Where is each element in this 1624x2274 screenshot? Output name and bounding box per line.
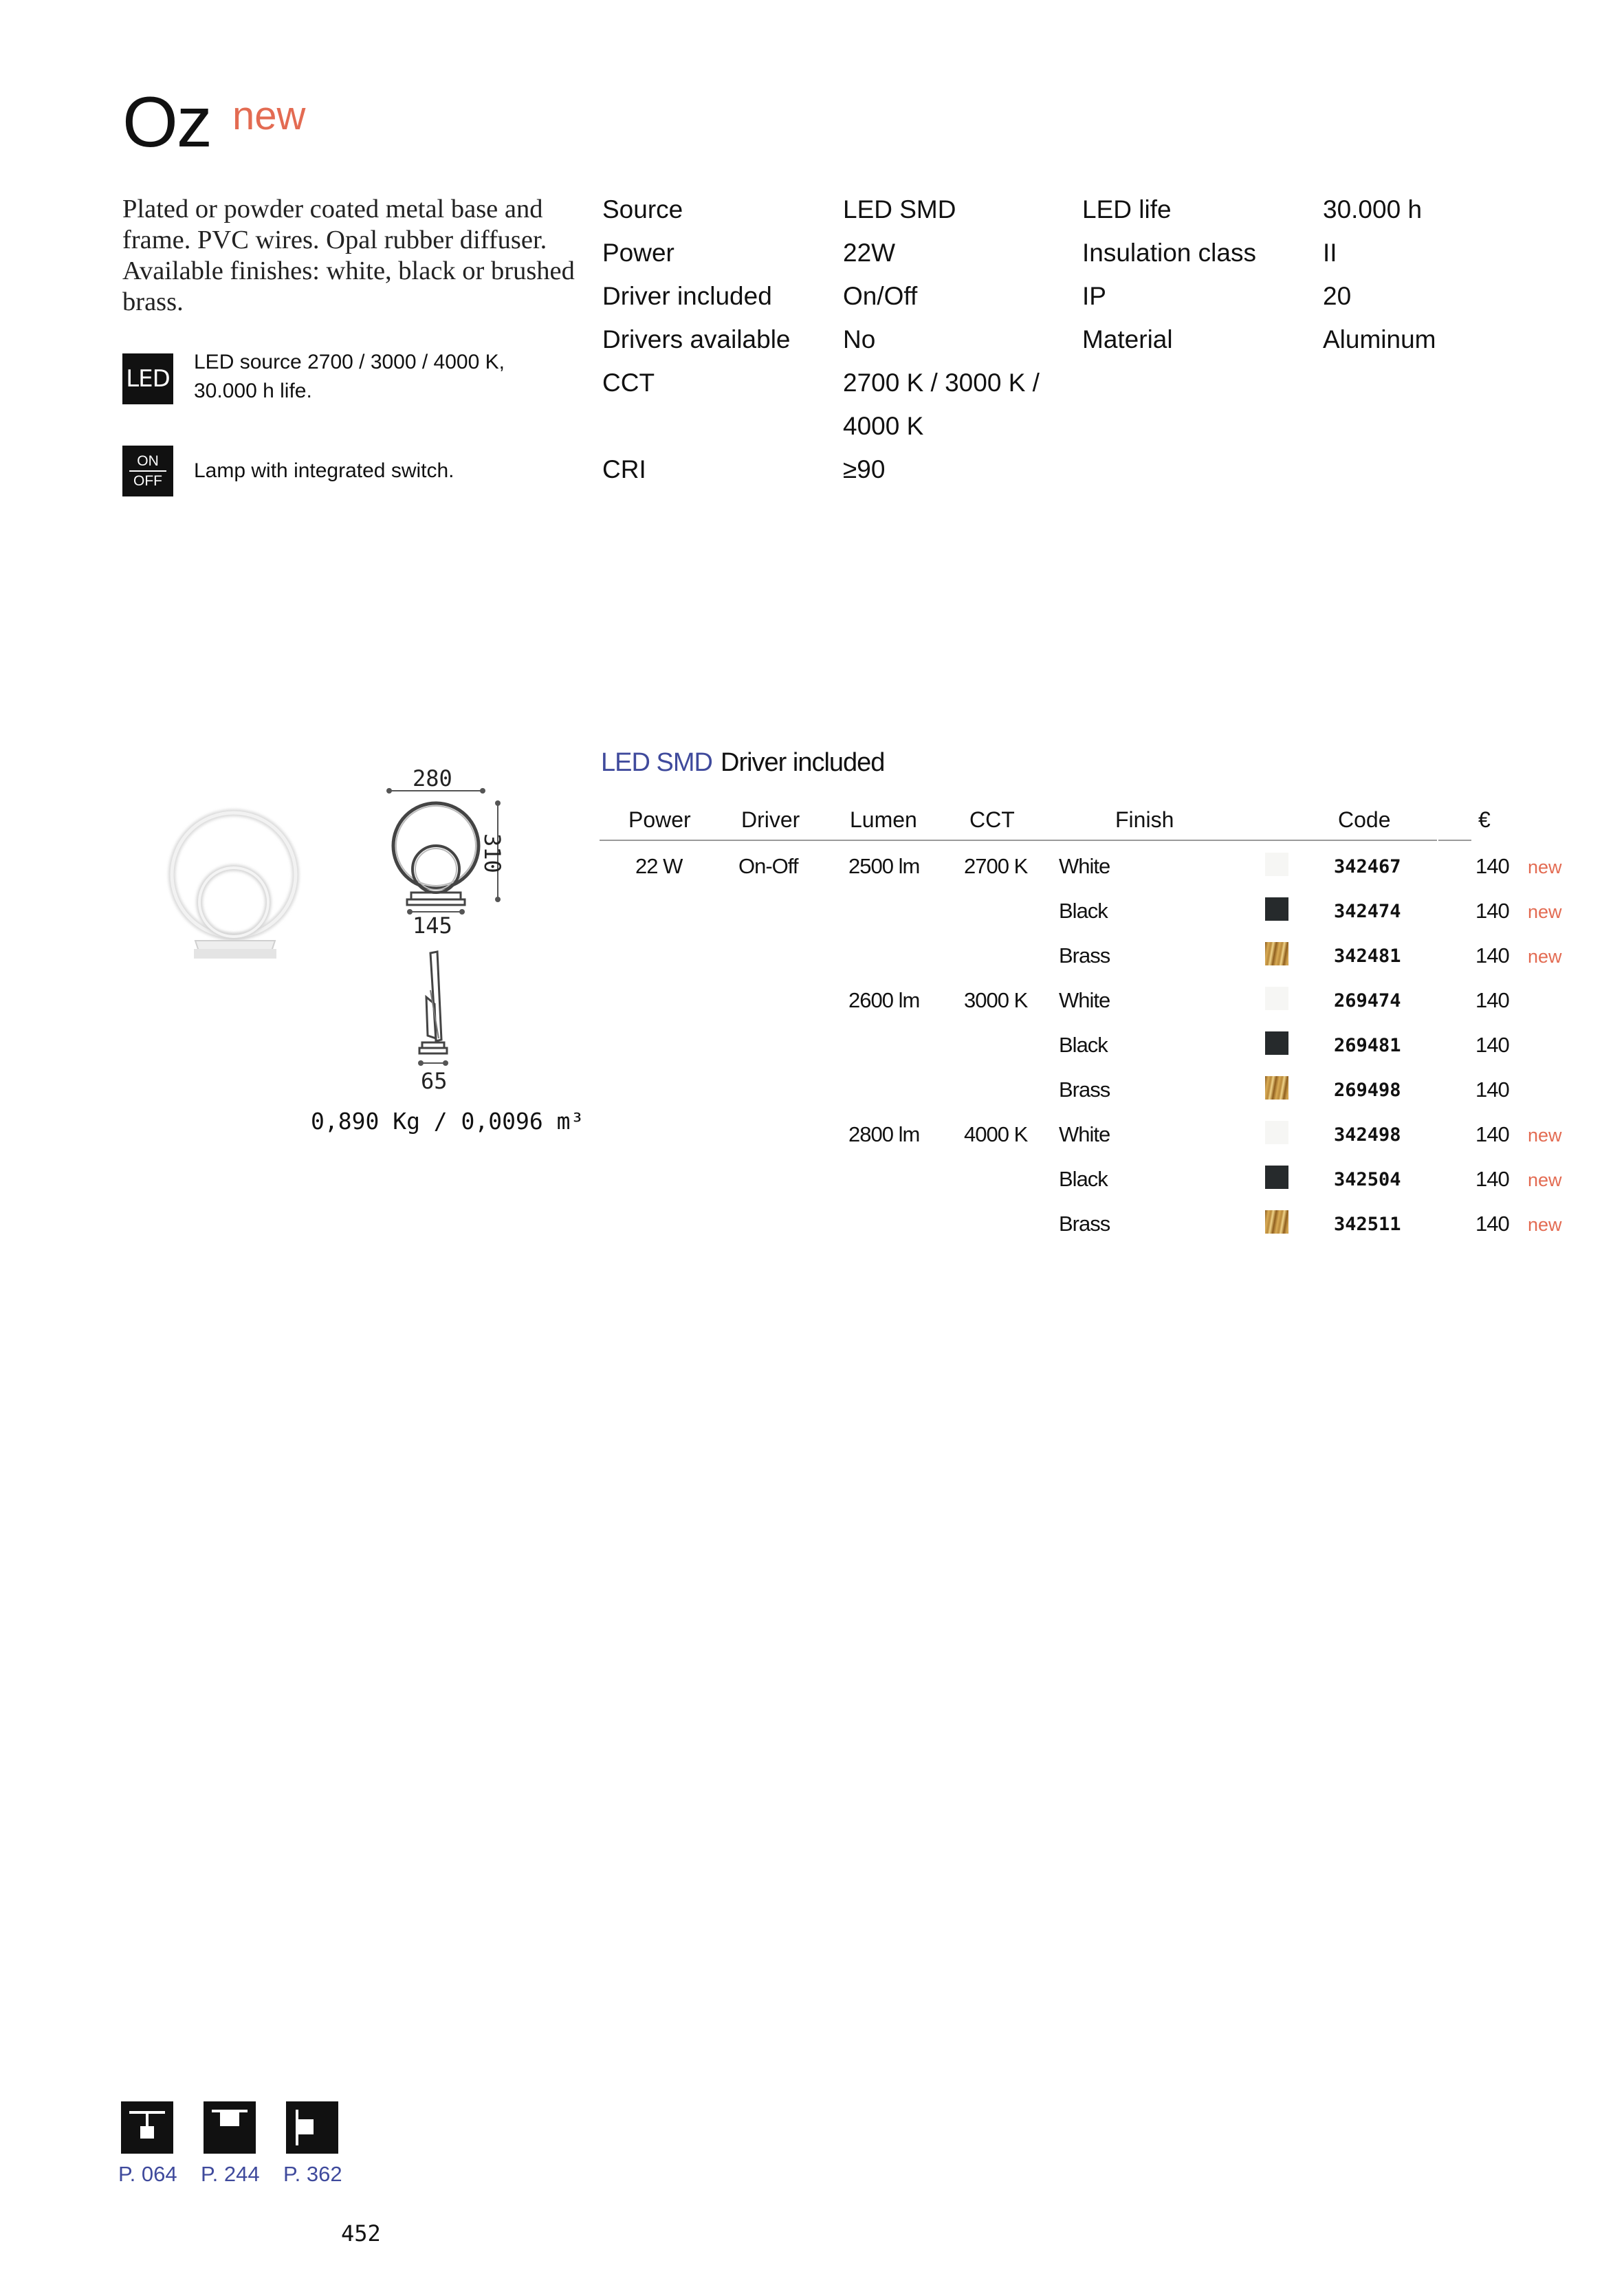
wall-icon[interactable] [286, 2101, 338, 2154]
cell-power: 22 W [635, 854, 683, 878]
spec-label-driver-included: Driver included [602, 282, 772, 310]
cell-cct: 3000 K [964, 988, 1028, 1012]
spec-value-cri: ≥90 [843, 455, 886, 483]
cell-code: 269481 [1334, 1035, 1401, 1056]
cell-finish: Brass [1059, 943, 1110, 967]
finish-swatch-black [1265, 897, 1288, 921]
on-label: ON [137, 452, 159, 469]
finish-swatch-brass [1265, 1076, 1288, 1100]
spec-value-source: LED SMD [843, 195, 956, 223]
dimension-height: 310 [479, 833, 505, 873]
cell-price: 140 [1475, 1033, 1509, 1057]
spec-label-material: Material [1082, 325, 1173, 353]
cell-finish: White [1059, 1122, 1110, 1146]
spec-value-power: 22W [843, 239, 896, 267]
cell-tag: new [1528, 857, 1562, 877]
cell-price: 140 [1475, 1167, 1509, 1191]
led-badge-label: LED [126, 365, 170, 393]
technical-drawing-side [410, 949, 458, 1073]
cell-tag: new [1528, 901, 1562, 922]
cell-cct: 2700 K [964, 854, 1028, 878]
col-header-cct: CCT [969, 807, 1015, 832]
col-header-lumen: Lumen [850, 807, 917, 832]
weight-volume: 0,890 Kg / 0,0096 m³ [311, 1108, 584, 1135]
cell-price: 140 [1475, 988, 1509, 1012]
spec-value-cct-cont: 4000 K [843, 412, 924, 440]
cell-code: 342474 [1334, 901, 1401, 922]
finish-swatch-white [1265, 1121, 1288, 1144]
spec-value-material: Aluminum [1323, 325, 1436, 353]
ref-link-pendant[interactable]: P. 064 [118, 2162, 177, 2186]
cell-code: 342467 [1334, 856, 1401, 877]
cell-code: 342481 [1334, 945, 1401, 967]
cell-code: 269474 [1334, 990, 1401, 1012]
cell-price: 140 [1475, 899, 1509, 923]
col-header-driver: Driver [741, 807, 800, 832]
cell-price: 140 [1475, 1212, 1509, 1236]
ceiling-icon[interactable] [204, 2101, 256, 2154]
finish-swatch-brass [1265, 1210, 1288, 1234]
finish-swatch-black [1265, 1166, 1288, 1189]
led-icon [122, 353, 173, 404]
product-description: Plated or powder coated metal base and frame. PVC wires. Opal rubber diffuser. Available finishes: white, black or brushed brass. [122, 195, 575, 316]
spec-value-insulation-class: II [1323, 239, 1337, 267]
spec-label-led-life: LED life [1082, 195, 1172, 223]
cell-tag: new [1528, 946, 1562, 967]
cell-price: 140 [1475, 943, 1509, 967]
spec-value-ip: 20 [1323, 282, 1352, 310]
spec-label-insulation-class: Insulation class [1082, 239, 1256, 267]
divider [129, 470, 166, 472]
product-title: Oz [122, 83, 211, 162]
col-header-price: € [1478, 807, 1491, 832]
ref-link-wall[interactable]: P. 362 [283, 2162, 342, 2186]
cell-code: 269498 [1334, 1080, 1401, 1101]
on-off-switch-icon [122, 446, 173, 496]
cell-finish: White [1059, 988, 1110, 1012]
dimension-width: 280 [413, 765, 452, 791]
spec-label-source: Source [602, 195, 683, 223]
spec-value-led-life: 30.000 h [1323, 195, 1423, 223]
cell-tag: new [1528, 1125, 1562, 1146]
cell-price: 140 [1475, 854, 1509, 878]
cell-tag: new [1528, 1214, 1562, 1235]
spec-label-power: Power [602, 239, 674, 267]
dimension-depth: 65 [421, 1068, 448, 1094]
cell-code: 342511 [1334, 1214, 1401, 1235]
finish-swatch-white [1265, 987, 1288, 1010]
feature-led-line1: LED source 2700 / 3000 / 4000 K, [194, 351, 505, 373]
cell-code: 342504 [1334, 1169, 1401, 1190]
pendant-icon[interactable] [121, 2101, 173, 2154]
spec-label-cct: CCT [602, 369, 655, 397]
table-heading-source: LED SMD [601, 748, 712, 777]
cell-lumen: 2500 lm [848, 854, 920, 878]
table-header-gap [1437, 840, 1438, 841]
cell-finish: Brass [1059, 1212, 1110, 1236]
feature-led-text [194, 348, 505, 406]
cell-tag: new [1528, 1170, 1562, 1190]
col-header-code: Code [1338, 807, 1391, 832]
table-header-divider [600, 840, 1471, 841]
feature-led-line2: 30.000 h life. [194, 380, 312, 402]
table-heading-driver: Driver included [721, 748, 885, 777]
col-header-finish: Finish [1115, 807, 1174, 832]
spec-value-drivers-available: No [843, 325, 876, 353]
cell-price: 140 [1475, 1122, 1509, 1146]
ref-link-ceiling[interactable]: P. 244 [201, 2162, 260, 2186]
cell-driver: On-Off [738, 854, 798, 878]
spec-value-driver-included: On/Off [843, 282, 918, 310]
cell-finish: Black [1059, 1033, 1108, 1057]
cell-code: 342498 [1334, 1124, 1401, 1146]
finish-swatch-black [1265, 1031, 1288, 1055]
finish-swatch-white [1265, 853, 1288, 876]
cell-finish: Brass [1059, 1078, 1110, 1102]
spec-label-cri: CRI [602, 455, 646, 483]
cell-finish: White [1059, 854, 1110, 878]
spec-label-ip: IP [1082, 282, 1106, 310]
cell-cct: 4000 K [964, 1122, 1028, 1146]
product-new-tag: new [232, 94, 306, 138]
off-label: OFF [133, 473, 162, 489]
cell-lumen: 2600 lm [848, 988, 920, 1012]
dimension-base: 145 [413, 912, 452, 939]
cell-price: 140 [1475, 1078, 1509, 1102]
spec-value-cct: 2700 K / 3000 K / [843, 369, 1040, 397]
page-number: 452 [341, 2220, 381, 2246]
feature-switch-text: Lamp with integrated switch. [194, 459, 454, 482]
cell-lumen: 2800 lm [848, 1122, 920, 1146]
col-header-power: Power [628, 807, 691, 832]
spec-label-drivers-available: Drivers available [602, 325, 791, 353]
cell-finish: Black [1059, 1167, 1108, 1191]
product-photo [160, 805, 311, 970]
cell-finish: Black [1059, 899, 1108, 923]
finish-swatch-brass [1265, 942, 1288, 965]
